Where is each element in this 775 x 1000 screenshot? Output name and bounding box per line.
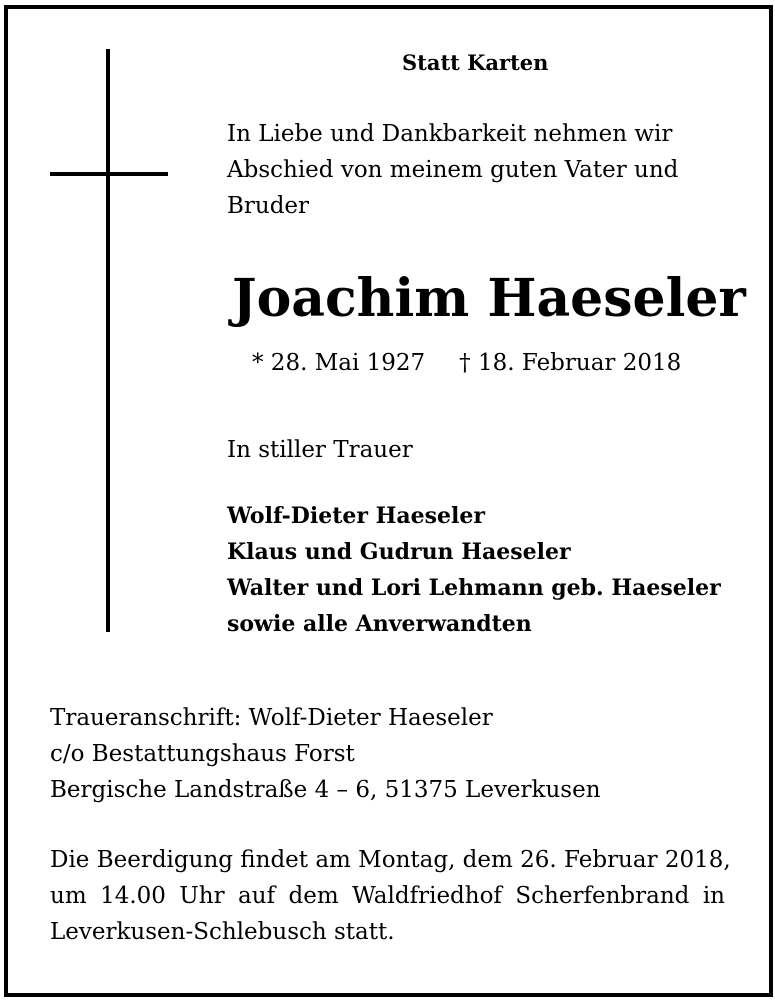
mourning-address [50, 700, 601, 808]
funeral-info [50, 842, 731, 950]
death-date: † 18. Februar 2018 [459, 350, 682, 376]
funeral-line: Die Beerdigung findet am Montag, dem 26. Februar 2018, [50, 847, 731, 873]
cross-icon-vertical [106, 49, 110, 632]
cross-icon-horizontal [50, 172, 168, 176]
deceased-name: Joachim Haeseler [232, 268, 746, 329]
mourner: Klaus und Gudrun Haeseler [227, 539, 571, 565]
address-line: Traueranschrift: Wolf-Dieter Haeseler [50, 705, 493, 731]
address-line: c/o Bestattungshaus Forst [50, 741, 355, 767]
mourner: Walter und Lori Lehmann geb. Haeseler [227, 575, 721, 601]
intro-line: Abschied von meinem guten Vater und [227, 157, 679, 183]
mourner: sowie alle Anverwandten [227, 611, 532, 637]
mourner: Wolf-Dieter Haeseler [227, 503, 485, 529]
mourning-label: In stiller Trauer [227, 437, 413, 463]
birth-date: * 28. Mai 1927 [252, 350, 426, 376]
funeral-line: um 14.00 Uhr auf dem Waldfriedhof Scherfenbrand in [50, 883, 725, 909]
mourners-list [227, 498, 721, 642]
intro-line: In Liebe und Dankbarkeit nehmen wir [227, 121, 673, 147]
notice-heading: Statt Karten [402, 50, 549, 75]
address-line: Bergische Landstraße 4 – 6, 51375 Leverkusen [50, 777, 601, 803]
intro-line: Bruder [227, 193, 310, 219]
life-dates [252, 350, 681, 376]
intro-text [227, 116, 747, 224]
funeral-line: Leverkusen-Schlebusch statt. [50, 919, 395, 945]
